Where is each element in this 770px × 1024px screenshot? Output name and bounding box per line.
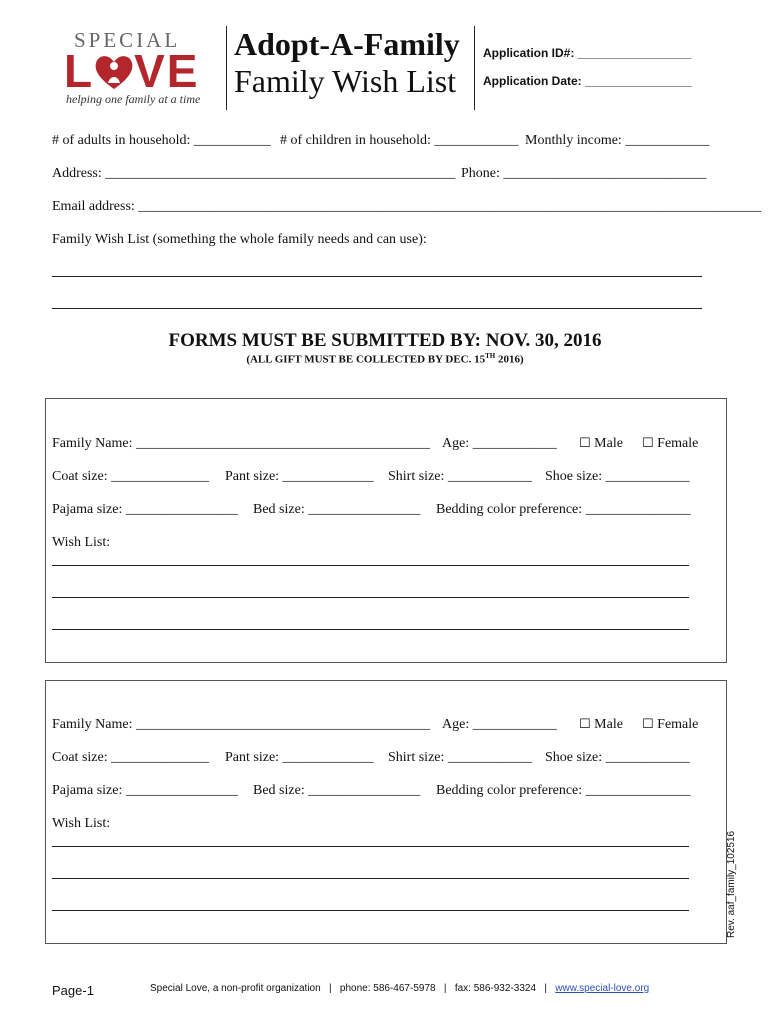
checkbox-icon: ☐ [642, 717, 654, 732]
female-checkbox[interactable]: ☐ Female [642, 717, 699, 732]
website-link[interactable]: www.special-love.org [555, 983, 650, 994]
page-number: Page-1 [52, 983, 94, 998]
wish-list-line-2[interactable] [52, 597, 689, 598]
family-member-box-1 [45, 398, 727, 663]
pajama-size-field[interactable]: Pajama size: ________________ [52, 783, 238, 798]
page-title: Adopt-A-Family [234, 26, 460, 62]
checkbox-icon: ☐ [579, 717, 591, 732]
deadline-subheading: (ALL GIFT MUST BE COLLECTED BY DEC. 15TH 2016) [246, 352, 524, 366]
phone-field[interactable]: Phone: _____________________________ [461, 166, 707, 181]
male-checkbox[interactable]: ☐ Male [579, 717, 623, 732]
family-name-field[interactable]: Family Name: __________________________________________ [52, 717, 430, 732]
shirt-size-field[interactable]: Shirt size: ____________ [388, 750, 532, 765]
shoe-size-field[interactable]: Shoe size: ____________ [545, 469, 690, 484]
bed-size-field[interactable]: Bed size: ________________ [253, 502, 421, 517]
logo-tagline: helping one family at a time [66, 92, 201, 106]
family-wish-line-1[interactable] [52, 276, 702, 277]
wish-list-line-1[interactable] [52, 846, 689, 847]
heart-icon [94, 53, 134, 91]
age-field[interactable]: Age: ____________ [442, 436, 557, 451]
bedding-color-field[interactable]: Bedding color preference: _______________ [436, 502, 691, 517]
pant-size-field[interactable]: Pant size: _____________ [225, 469, 374, 484]
header-divider-right [474, 26, 475, 110]
male-checkbox[interactable]: ☐ Male [579, 436, 623, 451]
bedding-color-field[interactable]: Bedding color preference: _______________ [436, 783, 691, 798]
adults-field[interactable]: # of adults in household: ___________ [52, 133, 271, 148]
checkbox-icon: ☐ [642, 436, 654, 451]
family-name-field[interactable]: Family Name: __________________________________________ [52, 436, 430, 451]
bed-size-field[interactable]: Bed size: ________________ [253, 783, 421, 798]
application-id-field[interactable]: Application ID#: _________________ [483, 46, 692, 60]
shirt-size-field[interactable]: Shirt size: ____________ [388, 469, 532, 484]
address-field[interactable]: Address: __________________________________________________ [52, 166, 456, 181]
revision-label: Rev. aaf_family_102516 [726, 830, 737, 938]
children-field[interactable]: # of children in household: ____________ [280, 133, 519, 148]
wish-list-line-3[interactable] [52, 910, 689, 911]
family-wish-list-label: Family Wish List (something the whole family needs and can use): [52, 232, 427, 247]
page-subtitle: Family Wish List [234, 63, 457, 99]
email-field[interactable]: Email address: _________________________________________________________________________________________ [52, 199, 762, 214]
pant-size-field[interactable]: Pant size: _____________ [225, 750, 374, 765]
checkbox-icon: ☐ [579, 436, 591, 451]
footer-info: Special Love, a non-profit organization | phone: 586-467-5978 | fax: 586-932-3324 | www.special-love.org [150, 983, 650, 994]
application-date-field[interactable]: Application Date: ________________ [483, 74, 692, 88]
family-member-box-2 [45, 680, 727, 944]
family-wish-line-2[interactable] [52, 308, 702, 309]
header-divider-left [226, 26, 227, 110]
female-checkbox[interactable]: ☐ Female [642, 436, 699, 451]
pajama-size-field[interactable]: Pajama size: ________________ [52, 502, 238, 517]
logo-love-text: L VE [64, 45, 200, 97]
shoe-size-field[interactable]: Shoe size: ____________ [545, 750, 690, 765]
income-field[interactable]: Monthly income: ____________ [525, 133, 710, 148]
coat-size-field[interactable]: Coat size: ______________ [52, 750, 210, 765]
age-field[interactable]: Age: ____________ [442, 717, 557, 732]
wish-list-line-3[interactable] [52, 629, 689, 630]
wish-list-label: Wish List: [52, 816, 111, 831]
special-love-logo [60, 26, 200, 116]
wish-list-line-1[interactable] [52, 565, 689, 566]
wish-list-label: Wish List: [52, 535, 111, 550]
coat-size-field[interactable]: Coat size: ______________ [52, 469, 210, 484]
wish-list-line-2[interactable] [52, 878, 689, 879]
deadline-heading: FORMS MUST BE SUBMITTED BY: NOV. 30, 2016 [168, 330, 602, 351]
logo-special-text: SPECIAL [74, 28, 181, 52]
